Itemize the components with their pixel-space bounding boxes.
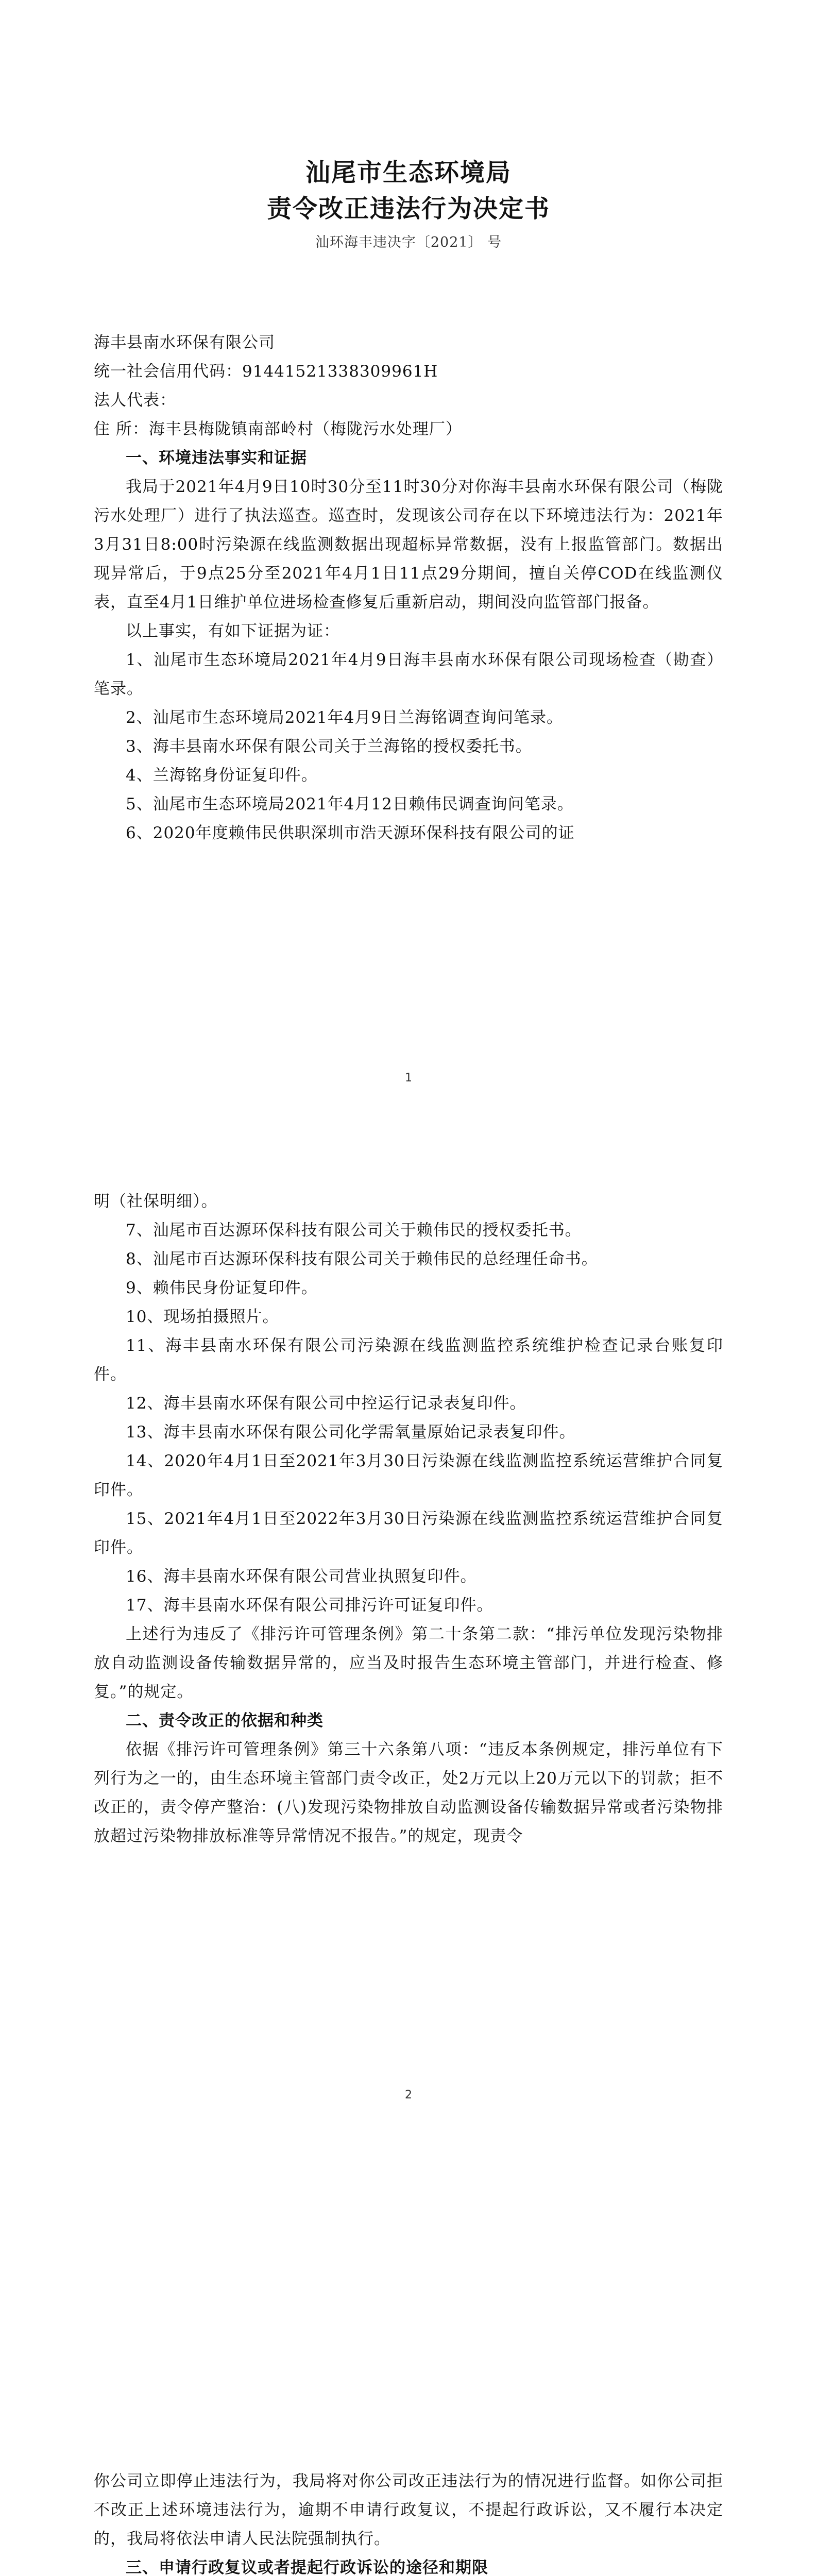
title-line-2: 责令改正违法行为决定书	[266, 194, 550, 223]
evidence-intro: 以上事实，有如下证据为证：	[126, 622, 340, 640]
section-1-facts: 我局于2021年4月9日10时30分至11时30分对你海丰县南水环保有限公司（梅陇污水处理厂）进行了执法巡查。巡查时，发现该公司存在以下环境违法行为：2021年3月31日8:00时污染源在线监测数据出现超标异常数据，没有上报监管部门。数据出现异常后，于9点25分至2021年4月1日11点29分期间，擅自关停COD在线监测仪表，直至4月1日维护单位进场检查修复后重新启动，期间没向监管部门报备。	[94, 478, 723, 612]
evidence-list-page-2	[94, 1187, 723, 1620]
evidence-item: 15、2021年4月1日至2022年3月30日污染源在线监测监控系统运营维护合同复印件。	[94, 1510, 723, 1557]
evidence-item: 3、海丰县南水环保有限公司关于兰海铭的授权委托书。	[126, 737, 532, 756]
page-number-2: 2	[405, 2089, 412, 2102]
evidence-item: 2、汕尾市生态环境局2021年4月9日兰海铭调查询问笔录。	[126, 708, 564, 727]
page-1-content	[94, 155, 723, 848]
section-2-heading: 二、责令改正的依据和种类	[126, 1711, 324, 1730]
evidence-item: 5、汕尾市生态环境局2021年4月12日赖伟民调查询问笔录。	[126, 795, 574, 814]
party-legal-representative: 法人代表：	[94, 391, 176, 410]
evidence-item: 9、赖伟民身份证复印件。	[126, 1279, 318, 1297]
party-name: 海丰县南水环保有限公司	[94, 333, 275, 352]
evidence-item: 11、海丰县南水环保有限公司污染源在线监测监控系统维护检查记录台账复印件。	[94, 1336, 723, 1384]
evidence-item: 6、2020年度赖伟民供职深圳市浩天源环保科技有限公司的证	[126, 824, 575, 842]
section-2-basis: 依据《排污许可管理条例》第三十六条第八项：“违反本条例规定，排污单位有下列行为之一的，由生态环境主管部门责令改正，处2万元以上20万元以下的罚款；拒不改正的，责令停产整治：(八)发现污染物排放自动监测设备传输数据异常或者污染物排放超过污染物排放标准等异常情况不报告。”的规定，现责令	[94, 1740, 723, 1845]
evidence-list-page-1	[94, 646, 723, 848]
evidence-item: 8、汕尾市百达源环保科技有限公司关于赖伟民的总经理任命书。	[126, 1250, 598, 1268]
page-3-content	[94, 2467, 723, 2576]
evidence-item: 4、兰海铭身份证复印件。	[126, 766, 318, 785]
title-line-1: 汕尾市生态环境局	[305, 158, 512, 187]
page-3	[0, 2312, 817, 2576]
section-2-basis-continued: 你公司立即停止违法行为，我局将对你公司改正违法行为的情况进行监督。如你公司拒不改正上述环境违法行为，逾期不申请行政复议，不提起行政诉讼，又不履行本决定的，我局将依法申请人民法院强制执行。	[94, 2472, 723, 2548]
evidence-item: 12、海丰县南水环保有限公司中控运行记录表复印件。	[126, 1394, 526, 1413]
section-3-heading: 三、申请行政复议或者提起行政诉讼的途径和期限	[126, 2558, 488, 2576]
page-1	[0, 0, 817, 1156]
evidence-item: 1、汕尾市生态环境局2021年4月9日海丰县南水环保有限公司现场检查（勘查）笔录。	[94, 651, 723, 698]
page-number-1: 1	[405, 1072, 412, 1084]
party-credit-code: 统一社会信用代码：91441521338309961H	[94, 362, 438, 381]
page-2-content	[94, 1187, 723, 1851]
evidence-item: 17、海丰县南水环保有限公司排污许可证复印件。	[126, 1596, 493, 1615]
evidence-item: 10、现场拍摄照片。	[126, 1308, 279, 1326]
evidence-item: 13、海丰县南水环保有限公司化学需氧量原始记录表复印件。	[126, 1423, 576, 1442]
evidence-item-continued: 明（社保明细）。	[94, 1192, 218, 1211]
party-address: 住 所：海丰县梅陇镇南部岭村（梅陇污水处理厂）	[94, 420, 462, 438]
evidence-item: 16、海丰县南水环保有限公司营业执照复印件。	[126, 1567, 477, 1586]
page-2	[0, 1156, 817, 2312]
evidence-item: 14、2020年4月1日至2021年3月30日污染源在线监测监控系统运营维护合同复印件。	[94, 1452, 723, 1499]
section-1-heading: 一、环境违法事实和证据	[126, 449, 307, 467]
evidence-item: 7、汕尾市百达源环保科技有限公司关于赖伟民的授权委托书。	[126, 1221, 582, 1240]
document-number: 汕环海丰违决字〔2021〕 号	[315, 234, 502, 250]
violation-statement: 上述行为违反了《排污许可管理条例》第二十条第二款：“排污单位发现污染物排放自动监测设备传输数据异常的，应当及时报告生态环境主管部门，并进行检查、修复。”的规定。	[94, 1625, 723, 1701]
